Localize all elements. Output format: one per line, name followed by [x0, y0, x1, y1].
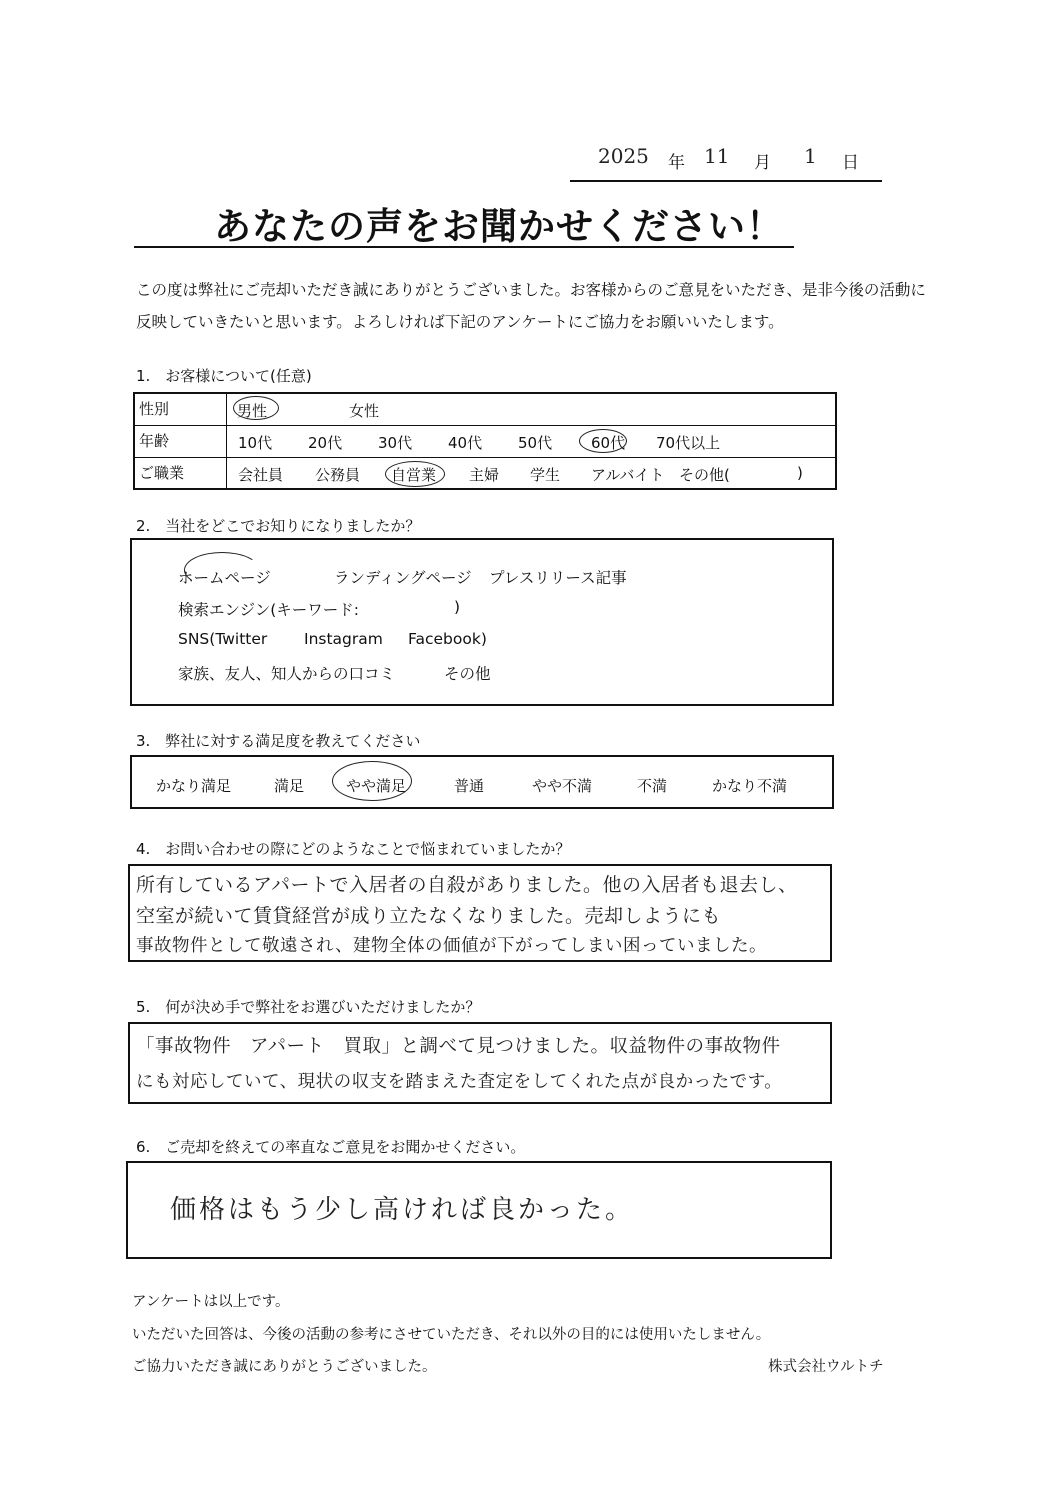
option-other-source[interactable]: その他 — [444, 665, 491, 683]
option-age-20s[interactable]: 20代 — [308, 434, 343, 452]
option-student[interactable]: 学生 — [530, 466, 561, 484]
option-other[interactable]: その他( — [679, 466, 730, 484]
option-civil-servant[interactable]: 公務員 — [315, 466, 361, 484]
selection-circle — [385, 461, 445, 487]
q6-answer-box[interactable] — [126, 1161, 832, 1259]
footer-line-2: いただいた回答は、今後の活動の参考にさせていただき、それ以外の目的には使用いたしません。 — [132, 1327, 771, 1343]
option-age-10s[interactable]: 10代 — [238, 434, 273, 452]
q4-title: 4. お問い合わせの際にどのようなことで悩まれていましたか？ — [136, 840, 571, 858]
option-satisfied[interactable]: 満足 — [274, 777, 305, 795]
option-female[interactable]: 女性 — [349, 402, 380, 420]
selection-circle — [332, 761, 412, 801]
q6-answer-line-1: 価格はもう少し高ければ良かった。 — [170, 1195, 635, 1225]
option-male[interactable]: 男性 — [237, 402, 268, 420]
date-day: 1 — [804, 144, 817, 168]
option-other-close: ) — [797, 464, 803, 482]
q1-row-age — [135, 426, 835, 458]
date-year-unit: 年 — [668, 153, 685, 173]
option-part-time[interactable]: アルバイト — [591, 466, 665, 484]
date-year: 2025 — [598, 144, 649, 168]
date-month: 11 — [704, 144, 730, 168]
option-homemaker[interactable]: 主婦 — [469, 466, 500, 484]
option-age-60s[interactable]: 60代 — [591, 434, 626, 452]
q1-title: 1. お客様について(任意) — [136, 367, 312, 385]
q5-answer-box[interactable] — [128, 1022, 832, 1104]
q3-title: 3. 弊社に対する満足度を教えてください — [136, 732, 421, 750]
option-somewhat-dissatisfied[interactable]: やや不満 — [532, 777, 593, 795]
date-month-unit: 月 — [754, 153, 771, 173]
selection-circle — [579, 429, 627, 453]
q5-title: 5. 何が決め手で弊社をお選びいただけましたか？ — [136, 998, 481, 1016]
q2-box — [130, 538, 834, 706]
option-age-40s[interactable]: 40代 — [448, 434, 483, 452]
option-search-engine[interactable]: 検索エンジン(キーワード: — [178, 601, 359, 619]
option-press-release[interactable]: プレスリリース記事 — [489, 569, 627, 587]
date-day-unit: 日 — [842, 153, 859, 173]
option-instagram[interactable]: Instagram — [304, 630, 383, 648]
option-very-satisfied[interactable]: かなり満足 — [156, 777, 232, 795]
page-title: あなたの声をお聞かせください！ — [214, 205, 784, 248]
q1-label-age: 年齢 — [135, 426, 227, 457]
option-age-50s[interactable]: 50代 — [518, 434, 553, 452]
q1-table — [133, 392, 837, 490]
q3-box — [130, 755, 834, 809]
option-landing-page[interactable]: ランディングページ — [334, 569, 472, 587]
q4-answer-box[interactable] — [128, 864, 832, 962]
option-company-employee[interactable]: 会社員 — [238, 466, 284, 484]
option-search-engine-close: ) — [454, 598, 461, 616]
footer-line-1: アンケートは以上です。 — [132, 1294, 290, 1310]
intro-line-1: この度は弊社にご売却いただき誠にありがとうございました。お客様からのご意見をいただき、是非今後の活動に — [136, 281, 926, 299]
option-age-30s[interactable]: 30代 — [378, 434, 413, 452]
option-dissatisfied[interactable]: 不満 — [637, 777, 668, 795]
q4-answer-line-2: 空室が続いて賃貸経営が成り立たなくなりました。売却しようにも — [136, 905, 722, 927]
company-name: 株式会社ウルトチ — [768, 1359, 884, 1375]
footer-line-3: ご協力いただき誠にありがとうございました。 — [132, 1359, 437, 1375]
option-facebook[interactable]: Facebook) — [408, 630, 487, 648]
option-word-of-mouth[interactable]: 家族、友人、知人からの口コミ — [178, 665, 396, 683]
q4-answer-line-1: 所有しているアパートで入居者の自殺がありました。他の入居者も退去し、 — [136, 874, 798, 896]
option-sns-twitter[interactable]: SNS(Twitter — [178, 630, 268, 648]
q1-label-occupation: ご職業 — [135, 458, 227, 488]
q1-label-gender: 性別 — [135, 394, 227, 425]
q1-row-gender — [135, 394, 835, 426]
option-somewhat-satisfied[interactable]: やや満足 — [346, 777, 407, 795]
q1-row-occupation — [135, 458, 835, 488]
page-title-block — [134, 196, 794, 248]
option-neutral[interactable]: 普通 — [454, 777, 485, 795]
selection-circle — [184, 552, 260, 588]
q6-title: 6. ご売却を終えての率直なご意見をお聞かせください。 — [136, 1138, 526, 1156]
selection-circle — [233, 396, 279, 420]
option-age-70s-plus[interactable]: 70代以上 — [656, 434, 721, 452]
option-self-employed[interactable]: 自営業 — [391, 466, 437, 484]
date-line — [570, 140, 882, 182]
option-homepage[interactable]: ホームページ — [178, 569, 271, 587]
intro-line-2: 反映していきたいと思います。よろしければ下記のアンケートにご協力をお願いいたします。 — [136, 313, 784, 331]
q4-answer-line-3: 事故物件として敬遠され、建物全体の価値が下がってしまい困っていました。 — [136, 936, 768, 956]
q5-answer-line-2: にも対応していて、現状の収支を踏まえた査定をしてくれた点が良かったです。 — [136, 1072, 783, 1092]
q5-answer-line-1: 「事故物件 アパート 買取」と調べて見つけました。収益物件の事故物件 — [136, 1036, 781, 1057]
option-very-dissatisfied[interactable]: かなり不満 — [712, 777, 788, 795]
q2-title: 2. 当社をどこでお知りになりましたか？ — [136, 517, 421, 535]
